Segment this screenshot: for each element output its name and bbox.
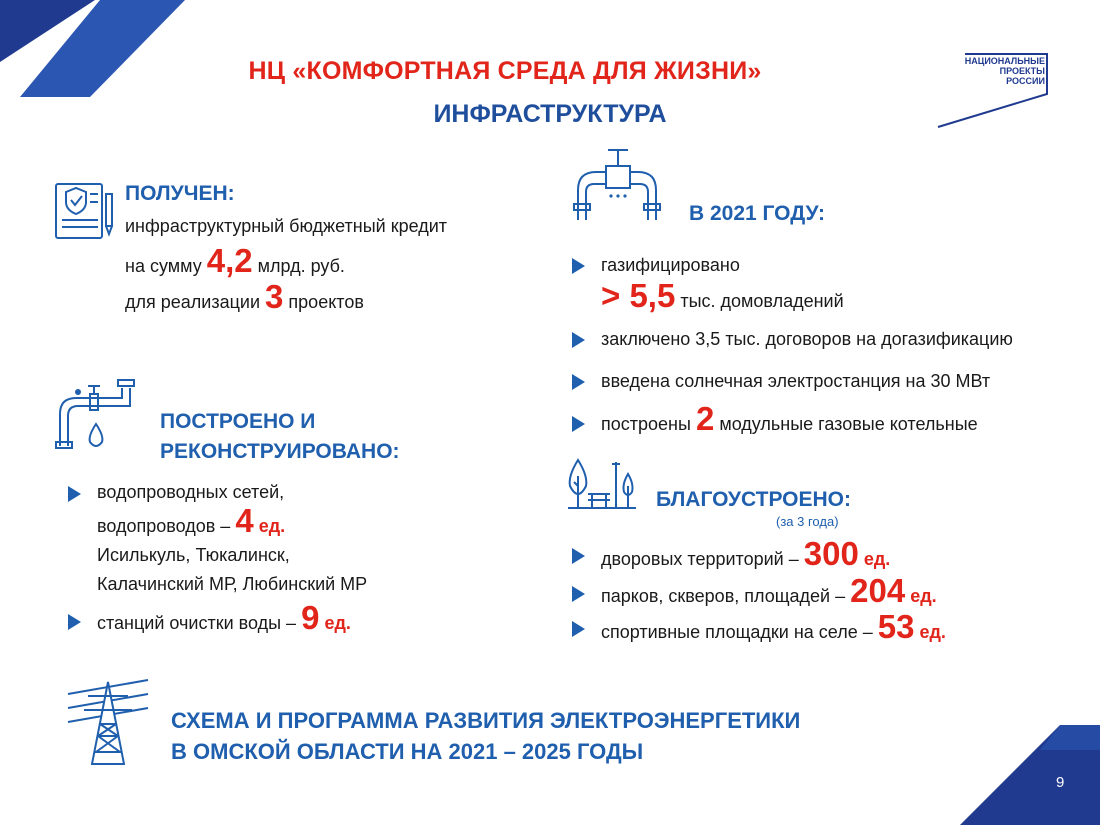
bullet-triangle-icon (572, 258, 585, 274)
water-lines-value: 4 (235, 502, 254, 539)
energy-line2: В ОМСКОЙ ОБЛАСТИ НА 2021 – 2025 ГОДЫ (171, 739, 644, 764)
improved-item2: парков, скверов, площадей – 204 ед. (601, 572, 937, 609)
year2021-item2: заключено 3,5 тыс. договоров на догазификацию (601, 329, 1013, 349)
page-number: 9 (1056, 774, 1065, 791)
boiler-count-value: 2 (695, 400, 715, 437)
built-heading-line2: РЕКОНСТРУИРОВАНО: (160, 440, 400, 463)
improved-item1: дворовых территорий – 300 ед. (601, 535, 891, 572)
bullet-triangle-icon (572, 586, 585, 602)
built-item1-line4: Калачинский МР, Любинский МР (97, 574, 368, 594)
built-item1-line3: Исилькуль, Тюкалинск, (97, 545, 290, 565)
year2021-item1-line1: газифицировано (601, 255, 740, 275)
sports-grounds-value: 53 (877, 608, 915, 645)
bullet-triangle-icon (68, 486, 81, 502)
year2021-heading: В 2021 ГОДУ: (689, 202, 825, 225)
parks-value: 204 (850, 572, 906, 609)
logo-text: НАЦИОНАЛЬНЫЕ ПРОЕКТЫ РОССИИ (964, 56, 1045, 86)
national-projects-logo (935, 52, 1055, 128)
improved-item3: спортивные площадки на селе – 53 ед. (601, 608, 946, 645)
built-heading-line1: ПОСТРОЕНО И (160, 410, 316, 433)
bullet-triangle-icon (68, 614, 81, 630)
year2021-item4: построены 2 модульные газовые котельные (601, 400, 978, 437)
page-title: НЦ «КОМФОРТНАЯ СРЕДА ДЛЯ ЖИЗНИ» (248, 57, 762, 85)
bullet-triangle-icon (572, 332, 585, 348)
received-line1: инфраструктурный бюджетный кредит (125, 216, 447, 236)
built-item1-line2: водопроводов – 4 ед. (97, 502, 286, 539)
bullet-triangle-icon (572, 621, 585, 637)
water-pipe-icon (52, 374, 140, 456)
bullet-triangle-icon (572, 374, 585, 390)
water-stations-value: 9 (301, 599, 320, 636)
page-subtitle: ИНФРАСТРУКТУРА (433, 100, 667, 128)
projects-count-value: 3 (265, 278, 284, 315)
received-line2: на сумму 4,2 млрд. руб. (125, 242, 345, 279)
received-heading: ПОЛУЧЕН: (125, 182, 235, 205)
year2021-item3: введена солнечная электростанция на 30 МВт (601, 371, 991, 391)
document-shield-icon (52, 180, 118, 242)
built-item1-line1: водопроводных сетей, (97, 482, 285, 502)
park-tree-bench-icon (566, 456, 638, 512)
improved-period-note: (за 3 года) (776, 514, 839, 529)
bullet-triangle-icon (572, 548, 585, 564)
built-item2: станций очистки воды – 9 ед. (97, 599, 351, 636)
gas-pipe-valve-icon (568, 146, 666, 230)
gasified-homes-value: > 5,5 (601, 277, 676, 314)
yards-value: 300 (803, 535, 859, 572)
received-line3: для реализации 3 проектов (125, 278, 364, 315)
bullet-triangle-icon (572, 416, 585, 432)
credit-amount-value: 4,2 (206, 242, 253, 279)
improved-heading: БЛАГОУСТРОЕНО: (656, 488, 852, 511)
energy-line1: СХЕМА И ПРОГРАММА РАЗВИТИЯ ЭЛЕКТРОЭНЕРГЕТИКИ (171, 708, 801, 733)
year2021-item1-line2: > 5,5 тыс. домовладений (601, 277, 844, 314)
power-line-tower-icon (62, 674, 154, 768)
bottom-right-corner-decoration (900, 725, 1100, 825)
